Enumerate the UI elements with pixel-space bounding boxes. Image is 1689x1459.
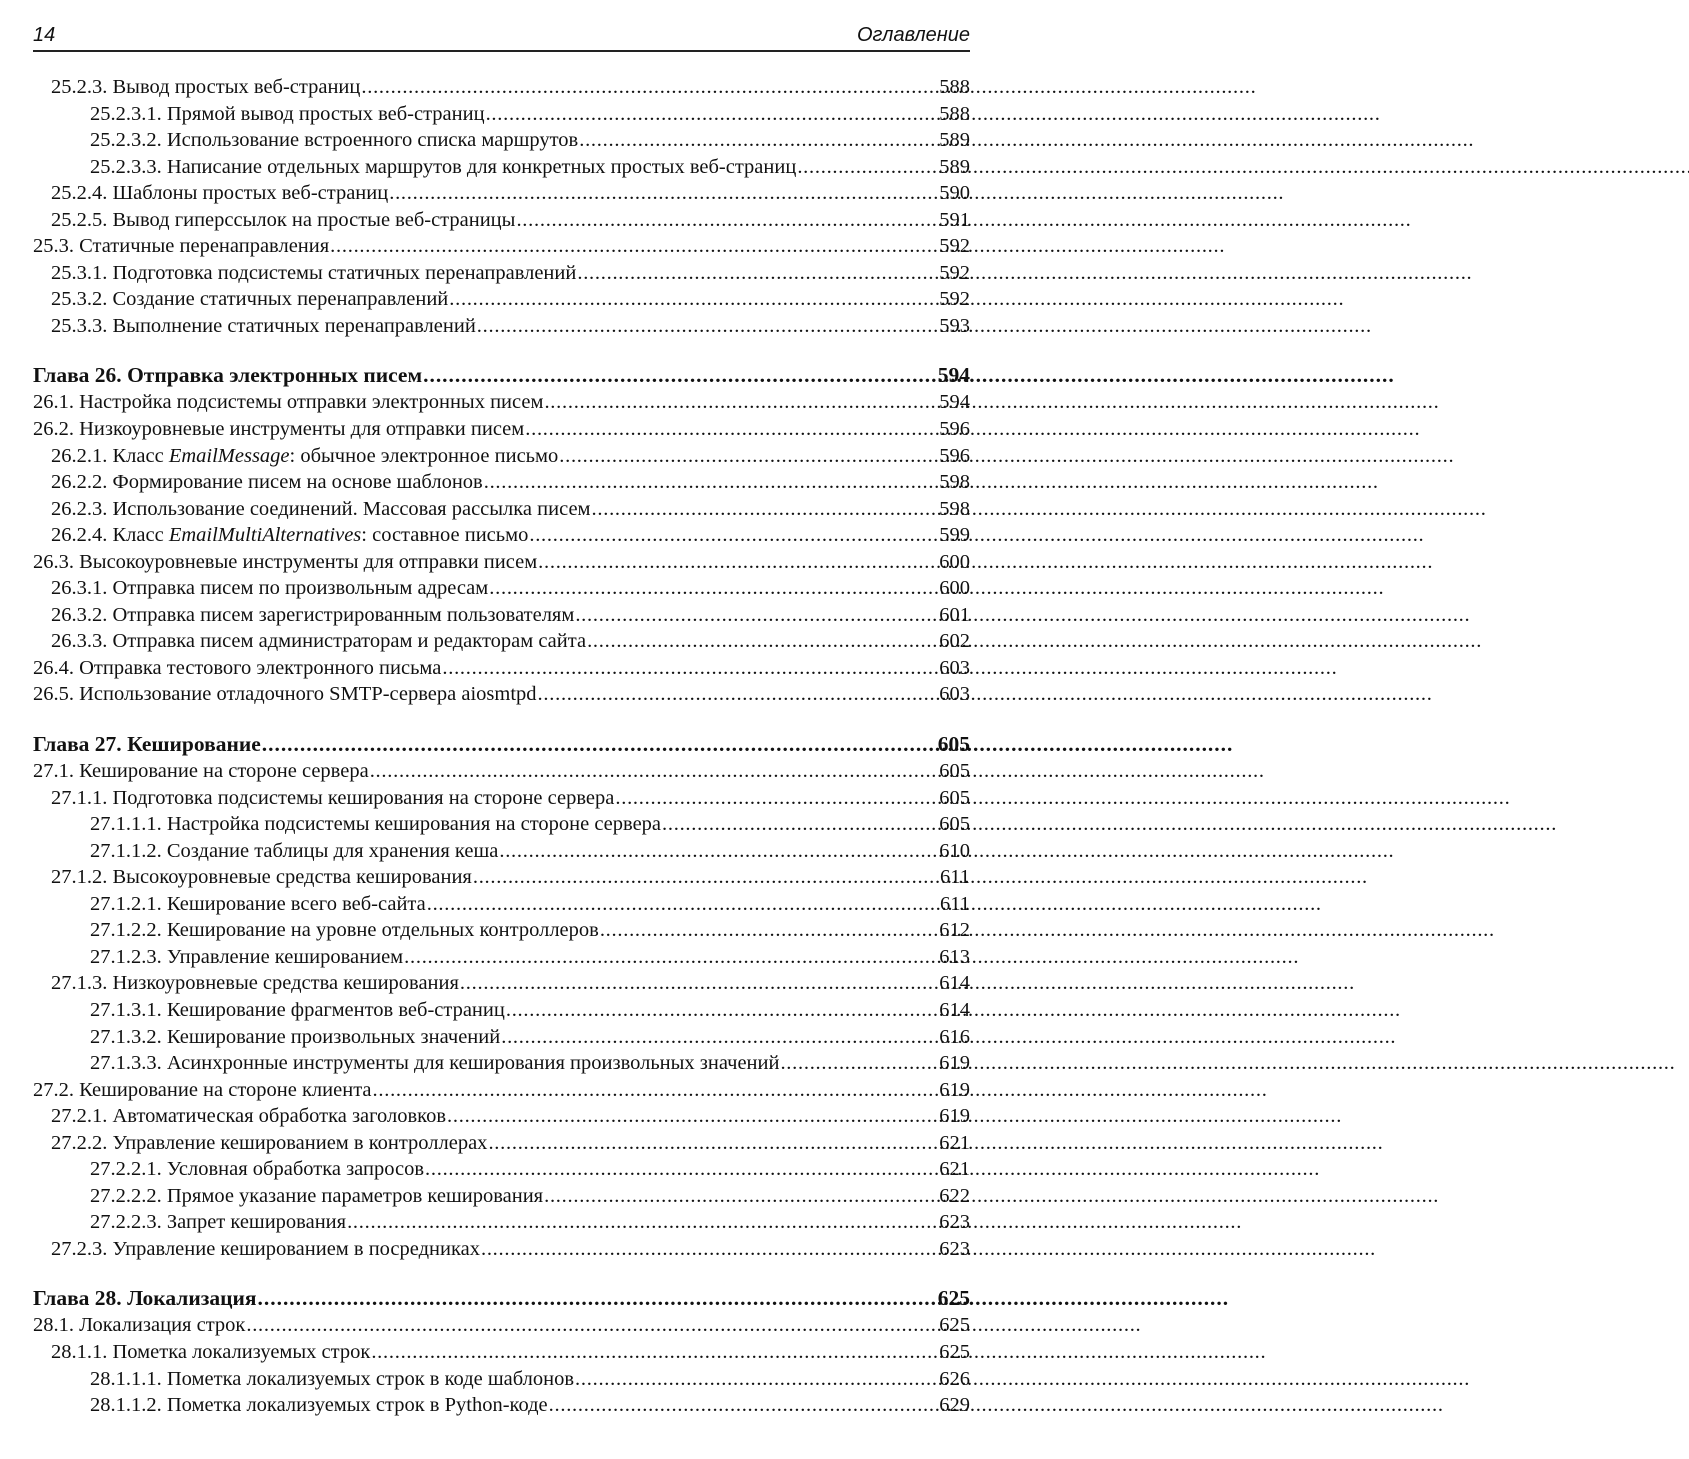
- page-ref: 626: [939, 1367, 970, 1390]
- toc-entry-title: [51, 182, 388, 205]
- page-ref: 605: [939, 760, 970, 783]
- toc-entry-title: [33, 1314, 245, 1337]
- page-ref: 611: [940, 866, 970, 889]
- section-title: Кеширование на уровне отдельных контроллеров: [166, 919, 599, 942]
- toc-entry: [33, 1394, 970, 1421]
- page-ref: 612: [939, 919, 970, 942]
- section-title-prefix: Класс: [112, 524, 169, 547]
- page-ref: 600: [939, 550, 970, 573]
- section-title: Запрет кеширования: [166, 1211, 347, 1234]
- toc-entry-title: [90, 1394, 548, 1417]
- section-number: Глава 28.: [33, 1286, 122, 1311]
- dot-leader: [600, 919, 938, 942]
- dot-leader: [538, 683, 939, 706]
- toc-entry: [33, 972, 970, 999]
- section-title: Кеширование всего веб-сайта: [166, 892, 426, 915]
- page-ref: 603: [939, 656, 970, 679]
- page-ref: 601: [939, 603, 970, 626]
- toc-entry: [33, 129, 970, 156]
- toc-entry-title: [51, 209, 515, 232]
- page-ref: 599: [939, 524, 970, 547]
- section-title: Статичные перенаправления: [79, 235, 330, 258]
- dot-leader: [258, 1286, 937, 1311]
- toc-entry: [33, 76, 970, 103]
- page-ref: 603: [939, 683, 970, 706]
- section-title: Подготовка подсистемы статичных перенаправлений: [112, 261, 577, 284]
- section-number: 26.3.1.: [51, 577, 108, 600]
- section-title: Кеширование на стороне сервера: [79, 760, 369, 783]
- toc-entry-title: [90, 129, 578, 152]
- section-number: 26.5.: [33, 683, 74, 706]
- section-number: 28.1.1.1.: [90, 1367, 162, 1390]
- toc-entry: [33, 577, 970, 604]
- section-number: 27.1.1.1.: [90, 813, 162, 836]
- toc-entry-title: [33, 683, 537, 706]
- dot-leader: [427, 893, 939, 916]
- toc-entry-title: [33, 657, 441, 680]
- section-title: Локализация: [127, 1286, 257, 1311]
- section-title: Низкоуровневые инструменты для отправки писем: [79, 418, 525, 441]
- section-number: 27.2.2.1.: [90, 1158, 162, 1181]
- page-ref: 614: [939, 998, 970, 1021]
- toc-entry-title: [51, 630, 586, 653]
- dot-leader: [662, 813, 938, 836]
- toc-entry: [33, 418, 970, 445]
- dot-leader: [489, 577, 938, 600]
- section-title: Отправка электронных писем: [127, 363, 423, 388]
- section-number: 27.1.3.3.: [90, 1052, 162, 1075]
- toc-entry: [33, 1052, 970, 1079]
- section-title: Использование встроенного списка маршрутов: [166, 129, 579, 152]
- toc-entry-title: [90, 103, 485, 126]
- page-ref: 629: [939, 1394, 970, 1417]
- section-number: 27.1.2.: [51, 866, 108, 889]
- dot-leader: [525, 418, 938, 441]
- dot-leader: [780, 1052, 938, 1075]
- toc-entry: [33, 840, 970, 867]
- toc-entry-title: [51, 604, 574, 627]
- toc-entry: [33, 1211, 970, 1238]
- toc-entry-title: [51, 1238, 480, 1261]
- section-number: Глава 27.: [33, 732, 122, 757]
- toc-entry: [33, 866, 970, 893]
- toc-entry: [33, 1105, 970, 1132]
- page-ref: 605: [937, 732, 970, 757]
- toc-entry: [33, 1079, 970, 1106]
- toc-entry: [33, 235, 970, 262]
- section-title: Асинхронные инструменты для кеширования произвольных значений: [166, 1052, 780, 1075]
- toc-entry: [33, 262, 970, 289]
- dot-leader: [477, 315, 938, 338]
- section-number: 25.2.3.: [51, 76, 108, 98]
- section-number: 26.2.1.: [51, 444, 108, 467]
- toc-entry-title: [51, 315, 476, 338]
- dot-leader: [373, 1079, 939, 1102]
- page-ref: 610: [939, 839, 970, 862]
- section-number: 25.2.4.: [51, 182, 108, 205]
- running-header-title: Оглавление: [856, 24, 970, 46]
- section-number: 26.3.2.: [51, 603, 108, 626]
- page-ref: 588: [939, 102, 970, 125]
- page-ref: 589: [939, 129, 970, 152]
- toc-entry: [33, 1185, 970, 1212]
- toc-entry-title: [90, 999, 505, 1022]
- section-number: 26.4.: [33, 656, 74, 679]
- page-ref: 619: [939, 1052, 970, 1075]
- section-title: Отправка тестового электронного письма: [79, 656, 442, 679]
- toc-entry-title: [51, 445, 558, 468]
- page-ref: 611: [940, 892, 970, 915]
- toc-entry: [33, 1158, 970, 1185]
- toc-entry-title: [51, 1105, 446, 1128]
- dot-leader: [460, 972, 938, 995]
- toc-entry-title: [33, 363, 422, 388]
- page-ref: 589: [939, 155, 970, 178]
- toc-entry: [33, 813, 970, 840]
- toc-entry-title: [33, 1286, 257, 1311]
- toc-entry-title: [90, 840, 498, 863]
- toc-entry-title: [90, 919, 599, 942]
- page-ref: 594: [939, 391, 970, 414]
- page-ref: 598: [939, 471, 970, 494]
- section-title: Кеширование: [127, 732, 261, 757]
- section-number: 27.1.3.2.: [90, 1025, 162, 1048]
- section-number: 27.1.1.: [51, 786, 108, 809]
- section-number: 25.2.3.1.: [90, 102, 162, 125]
- page-ref: 588: [939, 76, 970, 98]
- dot-leader: [587, 630, 938, 653]
- page-ref: 600: [939, 577, 970, 600]
- section-title: Пометка локализуемых строк: [112, 1340, 371, 1363]
- section-number: 26.2.3.: [51, 497, 108, 520]
- section-title-suffix: : обычное электронное письмо: [289, 444, 559, 467]
- toc-entry-title: [51, 471, 483, 494]
- toc-entry: [33, 103, 970, 130]
- dot-leader: [371, 1341, 938, 1364]
- dot-leader: [442, 657, 938, 680]
- section-title: Высокоуровневые инструменты для отправки писем: [79, 550, 538, 573]
- section-number: 27.2.: [33, 1078, 74, 1101]
- page-ref: 602: [939, 630, 970, 653]
- section-title: Шаблоны простых веб-страниц: [112, 182, 389, 205]
- section-title: Управление кешированием: [166, 945, 404, 968]
- page-ref: 590: [939, 182, 970, 205]
- toc-entry: [33, 657, 970, 684]
- chapter-entry: [33, 1286, 970, 1314]
- toc-entry-title: [90, 946, 403, 969]
- section-number: 25.3.: [33, 235, 74, 258]
- page-ref: 605: [939, 813, 970, 836]
- page-ref: 613: [939, 945, 970, 968]
- section-number: 25.3.3.: [51, 314, 108, 337]
- toc-entry-title: [51, 1341, 370, 1364]
- toc-entry: [33, 498, 970, 525]
- section-title: Создание таблицы для хранения кеша: [166, 839, 499, 862]
- page-ref: 596: [939, 444, 970, 467]
- section-number: 25.2.5.: [51, 208, 108, 231]
- section-number: Глава 26.: [33, 363, 122, 388]
- section-number: 27.1.3.: [51, 972, 108, 995]
- toc-entry: [33, 1314, 970, 1341]
- section-title: Локализация строк: [79, 1314, 246, 1337]
- toc-entry-title: [90, 156, 796, 179]
- toc-entry: [33, 630, 970, 657]
- toc-entry-title: [51, 288, 448, 311]
- toc-entry-title: [90, 1368, 574, 1391]
- dot-leader: [330, 235, 938, 258]
- section-number: 25.3.1.: [51, 261, 108, 284]
- section-number: 27.1.: [33, 760, 74, 783]
- section-number: 27.2.3.: [51, 1237, 108, 1260]
- toc-entry: [33, 524, 970, 551]
- toc-entry: [33, 471, 970, 498]
- dot-leader: [615, 787, 938, 810]
- dot-leader: [481, 1238, 938, 1261]
- section-number: 25.2.3.3.: [90, 155, 162, 178]
- toc-entry: [33, 315, 970, 342]
- section-title: Выполнение статичных перенаправлений: [112, 314, 476, 337]
- toc-entry-title: [33, 551, 537, 574]
- dot-leader: [501, 1026, 938, 1049]
- dot-leader: [549, 1394, 939, 1417]
- toc-entry-title: [90, 813, 661, 836]
- dot-leader: [499, 840, 938, 863]
- class-name: EmailMultiAlternatives: [168, 524, 362, 547]
- dot-leader: [449, 288, 938, 311]
- section-title: Подготовка подсистемы кеширования на стороне сервера: [112, 786, 615, 809]
- toc-entry: [33, 445, 970, 472]
- section-number: 27.1.2.1.: [90, 892, 162, 915]
- page-ref: 605: [939, 786, 970, 809]
- section-number: 28.1.1.2.: [90, 1394, 162, 1417]
- section-title: Создание статичных перенаправлений: [112, 288, 449, 311]
- toc-entry: [33, 787, 970, 814]
- dot-leader: [506, 999, 938, 1022]
- dot-leader: [579, 129, 938, 152]
- toc-entry-title: [33, 391, 543, 414]
- dot-leader: [577, 262, 938, 285]
- section-number: 27.1.2.2.: [90, 919, 162, 942]
- toc-entry-title: [51, 972, 459, 995]
- toc-entry: [33, 288, 970, 315]
- page-ref: 614: [939, 972, 970, 995]
- toc-entry-title: [90, 1052, 779, 1075]
- dot-leader: [592, 498, 939, 521]
- page-ref: 592: [939, 235, 970, 258]
- section-title: Написание отдельных маршрутов для конкретных простых веб-страниц: [166, 155, 797, 178]
- toc-entry: [33, 156, 970, 183]
- section-title: Кеширование фрагментов веб-страниц: [166, 998, 505, 1021]
- toc-entry: [33, 760, 970, 787]
- toc-entry-title: [51, 498, 591, 521]
- dot-leader: [529, 524, 938, 547]
- toc-entry-title: [33, 235, 329, 258]
- page-ref: 619: [939, 1078, 970, 1101]
- table-of-contents: [33, 76, 970, 1421]
- page-ref: 625: [937, 1286, 970, 1311]
- page-ref: 622: [939, 1184, 970, 1207]
- dot-leader: [486, 103, 939, 126]
- section-title: Использование соединений. Массовая рассылка писем: [112, 497, 591, 520]
- toc-entry-title: [33, 1079, 372, 1102]
- page-ref: 594: [937, 363, 970, 388]
- page-ref: 591: [939, 208, 970, 231]
- toc-entry: [33, 604, 970, 631]
- toc-entry: [33, 1132, 970, 1159]
- dot-leader: [389, 182, 938, 205]
- page-ref: 621: [939, 1131, 970, 1154]
- dot-leader: [488, 1132, 938, 1155]
- toc-entry-title: [51, 524, 528, 547]
- toc-entry: [33, 1026, 970, 1053]
- section-title: Отправка писем зарегистрированным пользователям: [112, 603, 575, 626]
- dot-leader: [347, 1211, 938, 1234]
- dot-leader: [246, 1314, 938, 1337]
- dot-leader: [544, 1185, 938, 1208]
- section-number: 28.1.1.: [51, 1340, 108, 1363]
- section-title: Настройка подсистемы отправки электронных писем: [79, 391, 544, 414]
- section-number: 27.1.3.1.: [90, 998, 162, 1021]
- section-title: Условная обработка запросов: [166, 1158, 425, 1181]
- toc-entry-title: [33, 760, 369, 783]
- toc-entry: [33, 391, 970, 418]
- page-ref: 623: [939, 1211, 970, 1234]
- dot-leader: [447, 1105, 938, 1128]
- section-number: 26.3.3.: [51, 630, 108, 653]
- section-number: 27.2.2.: [51, 1131, 108, 1154]
- toc-entry-title: [51, 787, 614, 810]
- toc-entry-title: [90, 1211, 346, 1234]
- page-ref: 619: [939, 1105, 970, 1128]
- section-number: 28.1.: [33, 1314, 74, 1337]
- section-title: Пометка локализуемых строк в коде шаблонов: [166, 1367, 575, 1390]
- toc-entry: [33, 209, 970, 236]
- dot-leader: [516, 209, 938, 232]
- class-name: EmailMessage: [168, 444, 290, 467]
- dot-leader: [423, 363, 937, 388]
- section-title: Вывод гиперссылок на простые веб-страницы: [112, 208, 516, 231]
- section-title: Прямой вывод простых веб-страниц: [166, 102, 485, 125]
- toc-entry-title: [51, 866, 472, 889]
- section-title: Вывод простых веб-страниц: [112, 76, 361, 98]
- section-title: Кеширование произвольных значений: [166, 1025, 501, 1048]
- chapter-entry: [33, 363, 970, 391]
- page-ref: 625: [939, 1314, 970, 1337]
- dot-leader: [538, 551, 938, 574]
- toc-entry-title: [90, 1185, 543, 1208]
- dot-leader: [262, 732, 937, 757]
- section-number: 27.1.1.2.: [90, 839, 162, 862]
- page-ref: 592: [939, 261, 970, 284]
- chapter-entry: [33, 732, 970, 760]
- section-title: Формирование писем на основе шаблонов: [112, 471, 483, 494]
- dot-leader: [797, 156, 938, 179]
- toc-entry: [33, 551, 970, 578]
- section-number: 27.1.2.3.: [90, 945, 162, 968]
- toc-entry-title: [51, 76, 360, 99]
- section-number: 26.3.: [33, 550, 74, 573]
- dot-leader: [404, 946, 938, 969]
- toc-entry-title: [90, 893, 426, 916]
- toc-entry: [33, 683, 970, 710]
- toc-entry-title: [33, 418, 524, 441]
- dot-leader: [559, 445, 938, 468]
- section-number: 25.2.3.2.: [90, 129, 162, 152]
- section-number: 27.2.2.2.: [90, 1184, 162, 1207]
- dot-leader: [575, 604, 938, 627]
- section-title: Прямое указание параметров кеширования: [166, 1184, 544, 1207]
- page-ref: 598: [939, 497, 970, 520]
- section-title: Управление кешированием в контроллерах: [112, 1131, 488, 1154]
- dot-leader: [484, 471, 939, 494]
- toc-entry: [33, 893, 970, 920]
- toc-entry-title: [51, 577, 488, 600]
- section-title: Пометка локализуемых строк в Python-коде: [166, 1394, 548, 1417]
- page-ref: 623: [939, 1237, 970, 1260]
- section-title: Настройка подсистемы кеширования на стороне сервера: [166, 813, 662, 836]
- section-title: Высокоуровневые средства кеширования: [112, 866, 472, 889]
- toc-entry-title: [51, 262, 576, 285]
- page-ref: 596: [939, 418, 970, 441]
- dot-leader: [473, 866, 939, 889]
- section-title-suffix: : составное письмо: [361, 524, 529, 547]
- section-title: Низкоуровневые средства кеширования: [112, 972, 459, 995]
- page-ref: 625: [939, 1340, 970, 1363]
- dot-leader: [575, 1368, 938, 1391]
- toc-entry: [33, 1238, 970, 1265]
- section-number: 26.1.: [33, 391, 74, 414]
- toc-entry-title: [90, 1158, 424, 1181]
- section-title: Автоматическая обработка заголовков: [112, 1105, 447, 1128]
- page-header: [33, 20, 970, 52]
- section-title: Использование отладочного SMTP-сервера aiosmtpd: [79, 683, 537, 706]
- toc-entry: [33, 919, 970, 946]
- page-ref: 616: [939, 1025, 970, 1048]
- section-number: 27.2.2.3.: [90, 1211, 162, 1234]
- toc-entry: [33, 1368, 970, 1395]
- toc-entry: [33, 946, 970, 973]
- dot-leader: [361, 76, 938, 99]
- toc-entry-title: [33, 732, 261, 757]
- page-ref: 592: [939, 288, 970, 311]
- section-number: 26.2.4.: [51, 524, 108, 547]
- section-number: 26.2.: [33, 418, 74, 441]
- dot-leader: [425, 1158, 938, 1181]
- toc-entry: [33, 182, 970, 209]
- toc-entry: [33, 999, 970, 1026]
- section-title: Отправка писем по произвольным адресам: [112, 577, 489, 600]
- section-number: 25.3.2.: [51, 288, 108, 311]
- section-title: Отправка писем администраторам и редакторам сайта: [112, 630, 587, 653]
- section-title-prefix: Класс: [112, 444, 169, 467]
- section-title: Кеширование на стороне клиента: [79, 1078, 372, 1101]
- section-number: 26.2.2.: [51, 471, 108, 494]
- toc-entry-title: [90, 1026, 500, 1049]
- toc-entry: [33, 1341, 970, 1368]
- dot-leader: [544, 391, 938, 414]
- toc-entry-title: [51, 1132, 487, 1155]
- section-title: Управление кешированием в посредниках: [112, 1237, 480, 1260]
- dot-leader: [370, 760, 939, 783]
- page-ref: 621: [939, 1158, 970, 1181]
- page-number: 14: [33, 24, 56, 46]
- section-number: 27.2.1.: [51, 1105, 108, 1128]
- page-ref: 593: [939, 314, 970, 337]
